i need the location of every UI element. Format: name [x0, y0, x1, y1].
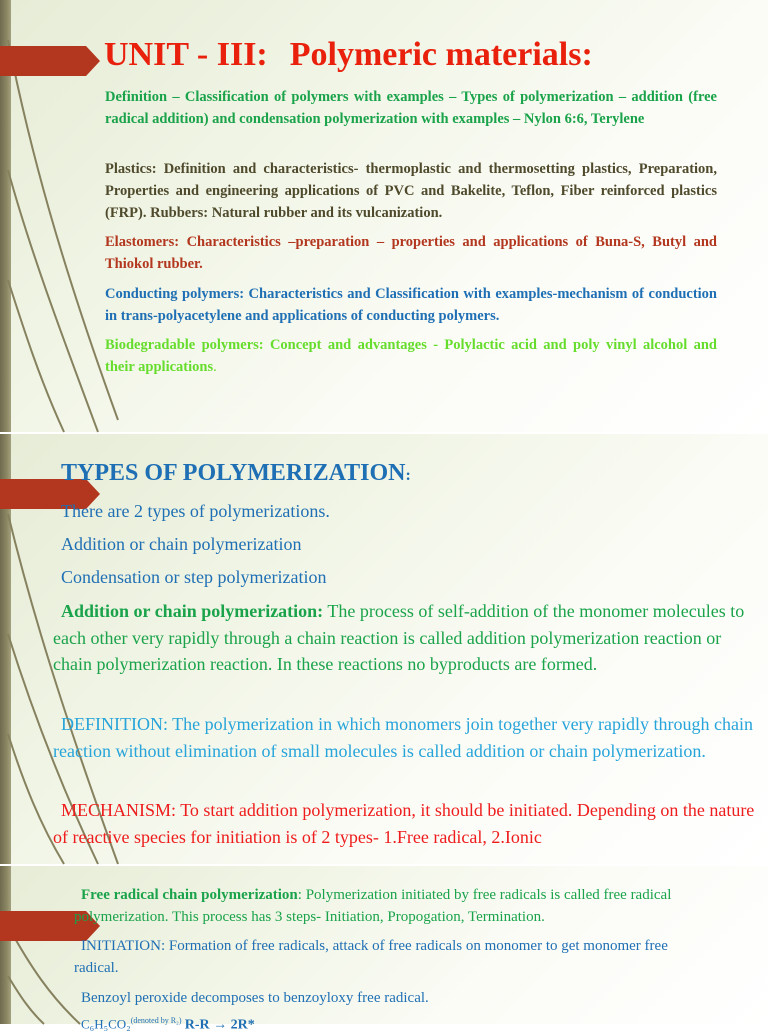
types-intro: There are 2 types of polymerizations. [61, 501, 330, 521]
initiation-paragraph: INITIATION: Formation of free radicals, attack of free radicals on monomer to get monomer free radical. [74, 938, 668, 976]
type-condensation: Condensation or step polymerization [61, 567, 327, 587]
syllabus-definition: Definition – Classification of polymers with examples – Types of polymerization – addition (free radical addition) and condensation polymerization with examples – Nylon 6:6, Terylene [105, 89, 717, 127]
slide-types-of-polymerization [0, 434, 768, 864]
addition-polymerization-paragraph: Addition or chain polymerization: The process of self-addition of the monomer molecules to each other very rapidly through a chain reaction is called addition polymerization reaction or chain polymerization reaction. In these reactions no byproducts are formed. [53, 601, 745, 674]
syllabus-plastics: Plastics: Definition and characteristics- thermoplastic and thermosetting plastics, Preparation, Properties and engineering applications of PVC and Bakelite, Teflon, Fiber reinforced plastics (FRP). Rubbers: Natural rubber and its vulcanization. [105, 161, 717, 221]
section-heading: TYPES OF POLYMERIZATION: [61, 460, 411, 486]
type-addition: Addition or chain polymerization [61, 534, 302, 554]
definition-paragraph: DEFINITION: The polymerization in which monomers join together very rapidly through chain reaction without elimination of small molecules is called addition or chain polymerization. [53, 714, 754, 761]
mechanism-paragraph: MECHANISM: To start addition polymerization, it should be initiated. Depending on the nature of reactive species for initiation is of 2 types- 1.Free radical, 2.Ionic [53, 800, 755, 847]
slide-free-radical-polymerization [0, 866, 768, 1033]
title-arrow-marker [0, 46, 100, 76]
syllabus-conducting-polymers: Conducting polymers: Characteristics and Classification with examples-mechanism of conduction in trans-polyacetylene and applications of conducting polymers. [105, 286, 717, 324]
syllabus-biodegradable: Biodegradable polymers: Concept and advantages - Polylactic acid and poly vinyl alcohol and their applications. [105, 337, 717, 375]
reaction-formula: C₆H₅CO₂$^{(denoted by R_2)}$ R-R → 2R* [81, 1016, 255, 1033]
syllabus-elastomers: Elastomers: Characteristics –preparation – properties and applications of Buna-S, Butyl and Thiokol rubber. [105, 234, 717, 272]
slide-unit-iii [0, 0, 768, 432]
benzoyl-peroxide-line: Benzoyl peroxide decomposes to benzoyloxy free radical. [81, 990, 429, 1006]
page-title: UNIT - III: Polymeric materials: [104, 36, 593, 73]
free-radical-paragraph: Free radical chain polymerization: Polymerization initiated by free radicals is called free radical polymerization. This process has 3 steps- Initiation, Propogation, Termination. [74, 887, 672, 925]
